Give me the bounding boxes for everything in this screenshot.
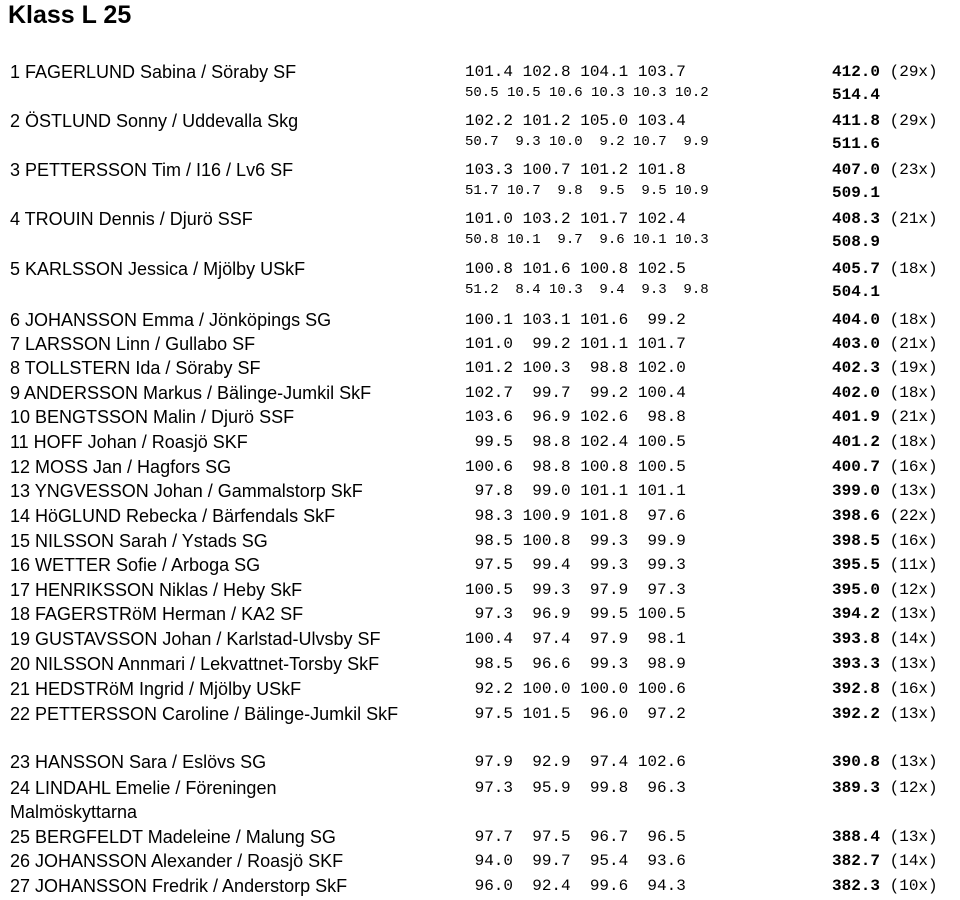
series-scores: 103.6 96.9 102.6 98.8 <box>465 408 686 426</box>
result-row <box>0 479 960 503</box>
shooter-name: 8 TOLLSTERN Ida / Söraby SF <box>10 358 261 378</box>
total-score: 403.0 (21x) <box>832 335 938 353</box>
shooter-name: 7 LARSSON Linn / Gullabo SF <box>10 334 256 354</box>
series-scores: 97.3 95.9 99.8 96.3 <box>465 779 686 797</box>
total-score: 388.4 (13x) <box>832 828 938 846</box>
result-row <box>0 381 960 405</box>
shooter-name: 13 YNGVESSON Johan / Gammalstorp SkF <box>10 481 363 501</box>
inner-tens: (18x) <box>889 311 938 329</box>
total-score: 405.7 (18x) <box>832 260 938 278</box>
series-scores: 97.7 97.5 96.7 96.5 <box>465 828 686 846</box>
total-score: 408.3 (21x) <box>832 210 938 228</box>
inner-tens: (16x) <box>889 532 938 550</box>
series-scores: 99.5 98.8 102.4 100.5 <box>465 433 686 451</box>
inner-tens: (18x) <box>889 384 938 402</box>
inner-tens: (13x) <box>889 655 938 673</box>
series-scores: 102.2 101.2 105.0 103.4 <box>465 112 686 130</box>
final-total: 514.4 <box>832 86 881 104</box>
inner-tens: (16x) <box>889 458 938 476</box>
final-scores: 51.2 8.4 10.3 9.4 9.3 9.8 <box>465 282 709 298</box>
inner-tens: (18x) <box>889 260 938 278</box>
finalist-row <box>0 109 960 153</box>
series-scores: 94.0 99.7 95.4 93.6 <box>465 852 686 870</box>
final-total: 508.9 <box>832 233 881 251</box>
inner-tens: (18x) <box>889 433 938 451</box>
shooter-name: 27 JOHANSSON Fredrik / Anderstorp SkF <box>10 876 348 896</box>
total-score: 393.8 (14x) <box>832 630 938 648</box>
result-row <box>0 332 960 356</box>
shooter-name: 12 MOSS Jan / Hagfors SG <box>10 457 232 477</box>
total-score: 399.0 (13x) <box>832 482 938 500</box>
total-score: 402.0 (18x) <box>832 384 938 402</box>
inner-tens: (13x) <box>889 828 938 846</box>
shooter-name: 4 TROUIN Dennis / Djurö SSF <box>10 209 253 229</box>
total-score: 411.8 (29x) <box>832 112 938 130</box>
inner-tens: (12x) <box>889 779 938 797</box>
total-score: 400.7 (16x) <box>832 458 938 476</box>
shooter-name: 16 WETTER Sofie / Arboga SG <box>10 555 261 575</box>
result-row <box>0 849 960 873</box>
result-row <box>0 430 960 454</box>
shooter-name: 1 FAGERLUND Sabina / Söraby SF <box>10 62 297 82</box>
series-scores: 102.7 99.7 99.2 100.4 <box>465 384 686 402</box>
series-scores: 97.9 92.9 97.4 102.6 <box>465 753 686 771</box>
inner-tens: (13x) <box>889 753 938 771</box>
result-row <box>0 652 960 676</box>
result-row <box>0 405 960 429</box>
total-score: 412.0 (29x) <box>832 63 938 81</box>
final-scores: 50.5 10.5 10.6 10.3 10.3 10.2 <box>465 85 709 101</box>
total-score: 393.3 (13x) <box>832 655 938 673</box>
series-scores: 97.8 99.0 101.1 101.1 <box>465 482 686 500</box>
shooter-name: 22 PETTERSSON Caroline / Bälinge-Jumkil SkF <box>10 704 399 724</box>
inner-tens: (14x) <box>889 852 938 870</box>
inner-tens: (10x) <box>889 877 938 895</box>
series-scores: 101.4 102.8 104.1 103.7 <box>465 63 686 81</box>
final-scores: 50.8 10.1 9.7 9.6 10.1 10.3 <box>465 232 709 248</box>
result-row <box>0 874 960 898</box>
total-score: 382.7 (14x) <box>832 852 938 870</box>
shooter-name: 10 BENGTSSON Malin / Djurö SSF <box>10 407 295 427</box>
total-score: 382.3 (10x) <box>832 877 938 895</box>
shooter-name: 14 HöGLUND Rebecka / Bärfendals SkF <box>10 506 336 526</box>
inner-tens: (22x) <box>889 507 938 525</box>
series-scores: 97.5 101.5 96.0 97.2 <box>465 705 686 723</box>
shooter-name: 5 KARLSSON Jessica / Mjölby USkF <box>10 259 306 279</box>
result-row <box>0 308 960 332</box>
total-score: 401.9 (21x) <box>832 408 938 426</box>
final-total: 511.6 <box>832 135 881 153</box>
inner-tens: (13x) <box>889 482 938 500</box>
series-scores: 98.5 100.8 99.3 99.9 <box>465 532 686 550</box>
series-scores: 96.0 92.4 99.6 94.3 <box>465 877 686 895</box>
result-row <box>0 702 960 726</box>
series-scores: 101.2 100.3 98.8 102.0 <box>465 359 686 377</box>
inner-tens: (13x) <box>889 705 938 723</box>
series-scores: 101.0 103.2 101.7 102.4 <box>465 210 686 228</box>
inner-tens: (19x) <box>889 359 938 377</box>
result-row <box>0 776 960 822</box>
total-score: 398.6 (22x) <box>832 507 938 525</box>
inner-tens: (16x) <box>889 680 938 698</box>
shooter-name: 11 HOFF Johan / Roasjö SKF <box>10 432 248 452</box>
inner-tens: (11x) <box>889 556 938 574</box>
shooter-name: 24 LINDAHL Emelie / Föreningen Malmöskyttarna <box>10 778 277 822</box>
shooter-name: 26 JOHANSSON Alexander / Roasjö SKF <box>10 851 344 871</box>
total-score: 395.5 (11x) <box>832 556 938 574</box>
total-score: 392.8 (16x) <box>832 680 938 698</box>
total-score: 401.2 (18x) <box>832 433 938 451</box>
result-row <box>0 627 960 651</box>
total-score: 392.2 (13x) <box>832 705 938 723</box>
inner-tens: (14x) <box>889 630 938 648</box>
total-score: 407.0 (23x) <box>832 161 938 179</box>
inner-tens: (21x) <box>889 335 938 353</box>
inner-tens: (29x) <box>889 112 938 130</box>
series-scores: 100.6 98.8 100.8 100.5 <box>465 458 686 476</box>
page-title: Klass L 25 <box>8 1 132 29</box>
total-score: 404.0 (18x) <box>832 311 938 329</box>
inner-tens: (23x) <box>889 161 938 179</box>
shooter-name: 21 HEDSTRöM Ingrid / Mjölby USkF <box>10 679 302 699</box>
result-row <box>0 677 960 701</box>
series-scores: 100.4 97.4 97.9 98.1 <box>465 630 686 648</box>
total-score: 402.3 (19x) <box>832 359 938 377</box>
shooter-name: 15 NILSSON Sarah / Ystads SG <box>10 531 268 551</box>
shooter-name: 25 BERGFELDT Madeleine / Malung SG <box>10 827 336 847</box>
result-row <box>0 825 960 849</box>
series-scores: 100.8 101.6 100.8 102.5 <box>465 260 686 278</box>
inner-tens: (21x) <box>889 408 938 426</box>
shooter-name: 3 PETTERSSON Tim / I16 / Lv6 SF <box>10 160 294 180</box>
final-total: 509.1 <box>832 184 881 202</box>
shooter-name: 18 FAGERSTRöM Herman / KA2 SF <box>10 604 304 624</box>
result-row <box>0 578 960 602</box>
shooter-name: 20 NILSSON Annmari / Lekvattnet-Torsby SkF <box>10 654 380 674</box>
series-scores: 100.1 103.1 101.6 99.2 <box>465 311 686 329</box>
inner-tens: (12x) <box>889 581 938 599</box>
final-scores: 50.7 9.3 10.0 9.2 10.7 9.9 <box>465 134 709 150</box>
result-row <box>0 504 960 528</box>
series-scores: 97.5 99.4 99.3 99.3 <box>465 556 686 574</box>
result-row <box>0 750 960 774</box>
total-score: 390.8 (13x) <box>832 753 938 771</box>
series-scores: 100.5 99.3 97.9 97.3 <box>465 581 686 599</box>
series-scores: 92.2 100.0 100.0 100.6 <box>465 680 686 698</box>
finalist-row <box>0 60 960 104</box>
total-score: 398.5 (16x) <box>832 532 938 550</box>
result-row <box>0 602 960 626</box>
result-row <box>0 553 960 577</box>
series-scores: 101.0 99.2 101.1 101.7 <box>465 335 686 353</box>
shooter-name: 19 GUSTAVSSON Johan / Karlstad-Ulvsby SF <box>10 629 381 649</box>
shooter-name: 6 JOHANSSON Emma / Jönköpings SG <box>10 310 332 330</box>
finalist-row <box>0 207 960 251</box>
inner-tens: (21x) <box>889 210 938 228</box>
shooter-name: 9 ANDERSSON Markus / Bälinge-Jumkil SkF <box>10 383 372 403</box>
result-row <box>0 529 960 553</box>
final-total: 504.1 <box>832 283 881 301</box>
total-score: 389.3 (12x) <box>832 779 938 797</box>
total-score: 395.0 (12x) <box>832 581 938 599</box>
result-row <box>0 356 960 380</box>
finalist-row <box>0 158 960 202</box>
shooter-name: 23 HANSSON Sara / Eslövs SG <box>10 752 267 772</box>
inner-tens: (13x) <box>889 605 938 623</box>
total-score: 394.2 (13x) <box>832 605 938 623</box>
result-row <box>0 455 960 479</box>
inner-tens: (29x) <box>889 63 938 81</box>
shooter-name: 2 ÖSTLUND Sonny / Uddevalla Skg <box>10 111 299 131</box>
series-scores: 98.3 100.9 101.8 97.6 <box>465 507 686 525</box>
final-scores: 51.7 10.7 9.8 9.5 9.5 10.9 <box>465 183 709 199</box>
series-scores: 103.3 100.7 101.2 101.8 <box>465 161 686 179</box>
shooter-name: 17 HENRIKSSON Niklas / Heby SkF <box>10 580 303 600</box>
finalist-row <box>0 257 960 301</box>
series-scores: 97.3 96.9 99.5 100.5 <box>465 605 686 623</box>
series-scores: 98.5 96.6 99.3 98.9 <box>465 655 686 673</box>
